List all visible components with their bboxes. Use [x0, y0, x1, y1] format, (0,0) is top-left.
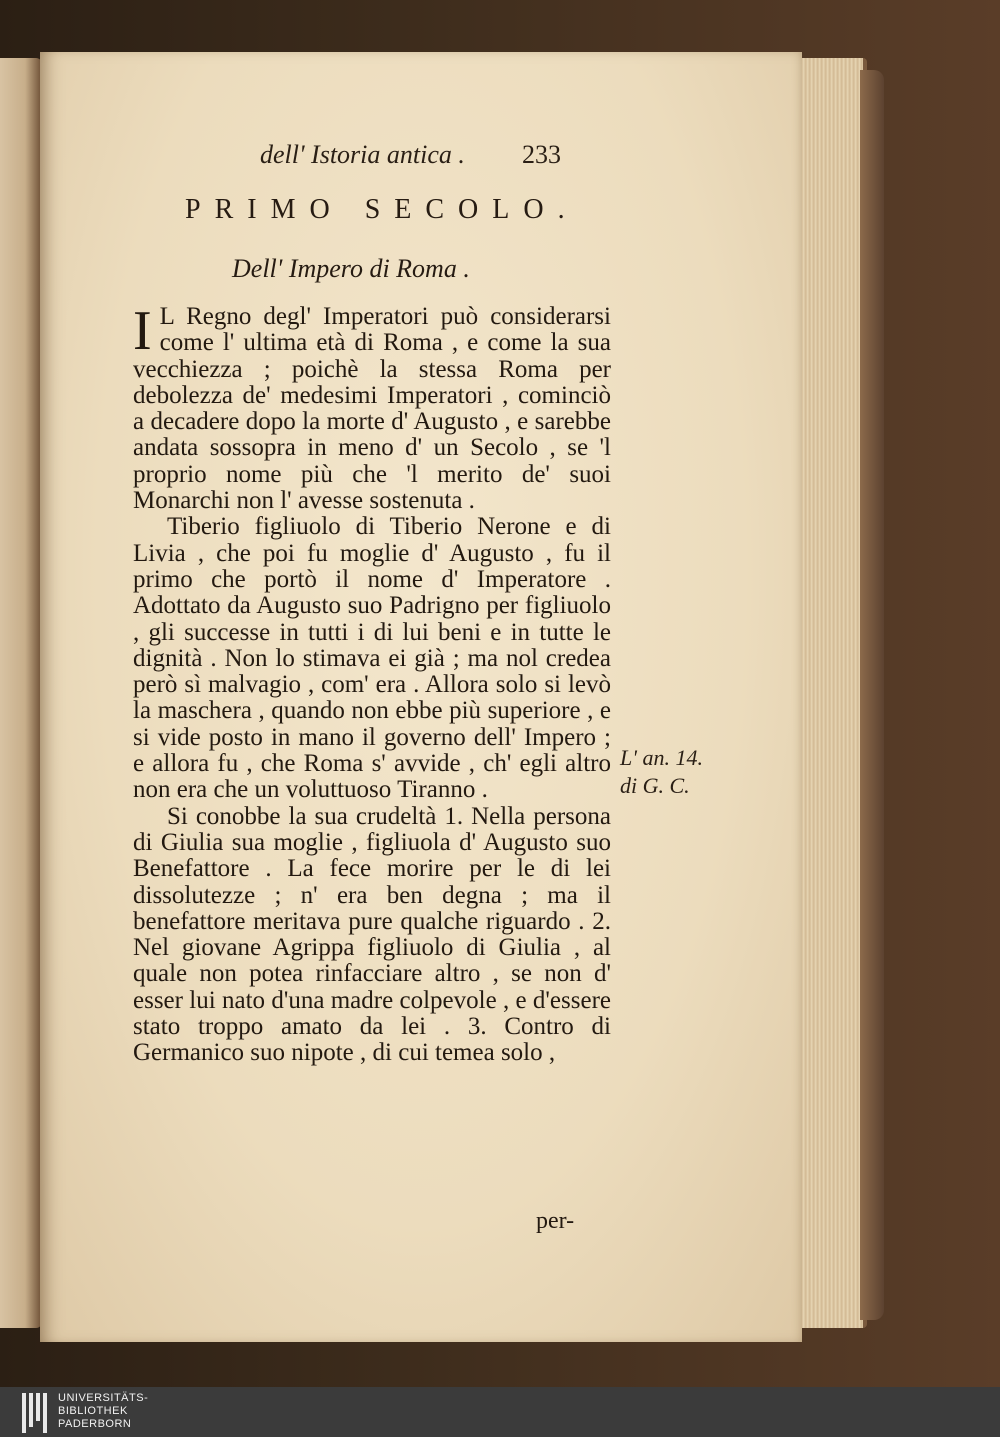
- library-logo-text: [58, 1392, 148, 1431]
- footer-bar: [0, 1387, 1000, 1437]
- logo-line: PADERBORN: [58, 1418, 132, 1430]
- paragraph-text: L Regno degl' Imperatori può considerarsi come l' ultima età di Roma , e come la sua vecchiezza ; poichè la stessa Roma per debolezza de' medesimi Imperatori , cominciò a decadere dopo la morte d' Augusto , e sarebbe andata sossopra in meno d' un Secolo , se 'l proprio nome più che 'l merito de' suoi Monarchi non l' avesse sostenuta .: [133, 303, 611, 515]
- margin-note: [620, 744, 720, 800]
- page-number: 233: [522, 140, 561, 169]
- subtitle: Dell' Impero di Roma .: [232, 254, 470, 283]
- margin-note-line: di G. C.: [620, 773, 690, 798]
- logo-line: UNIVERSITÄTS-: [58, 1392, 149, 1404]
- paragraph-1: [133, 300, 611, 515]
- logo-line: BIBLIOTHEK: [58, 1405, 128, 1417]
- drop-cap: I: [133, 300, 152, 362]
- section-title: PRIMO SECOLO.: [185, 194, 579, 225]
- book-cover-edge: [860, 70, 884, 1320]
- left-page-edge: [0, 58, 42, 1328]
- paragraph-3: Si conobbe la sua crudeltà 1. Nella persona di Giulia sua moglie , figliuola d' Augusto suo Benefattore . La fece morire per le di lei dissolutezze ; n' era ben degna ; ma il benefattore meritava pure qualche riguardo . 2. Nel giovane Agrippa figliuolo di Giulia , al quale non potea rinfacciare altro , se non d' esser lui nato d'una madre colpevole , e d'essere stato troppo amato da lei . 3. Contro di Germanico suo nipote , di cui temea solo ,: [133, 802, 611, 1067]
- library-logo-icon: [22, 1393, 50, 1433]
- catchword: per-: [536, 1208, 575, 1234]
- margin-note-line: L' an. 14.: [620, 745, 703, 770]
- body-text: [133, 300, 611, 1067]
- running-head: [260, 140, 600, 180]
- page-edges: [795, 58, 867, 1328]
- paragraph-2: Tiberio figliuolo di Tiberio Nerone e di Livia , che poi fu moglie d' Augusto , fu il primo che portò il nome d' Imperatore . Adottato da Augusto suo Padrigno per figliuolo , gli successe in tutti i di lui beni e in tutte le dignità . Non lo stimava ei già ; ma nol credea però sì malvagio , com' era . Allora solo si levò la maschera , quando non ebbe più superiore , e si vide posto in mano il governo dell' Impero ; e allora fu , che Roma s' avvide , ch' egli altro non era che un voluttuoso Tiranno .: [133, 513, 611, 804]
- running-title: dell' Istoria antica .: [260, 140, 465, 169]
